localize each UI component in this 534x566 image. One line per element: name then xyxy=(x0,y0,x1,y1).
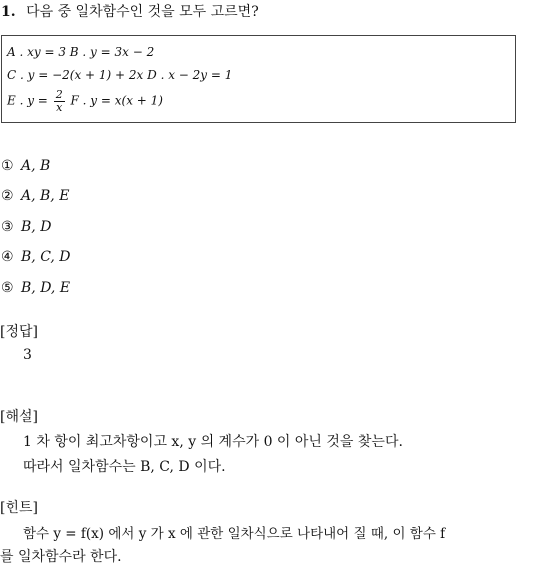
explanation-title: [해설] xyxy=(0,409,38,425)
question xyxy=(1,1,259,21)
answer-value: 3 xyxy=(23,347,32,363)
choice-5-text: B, D, E xyxy=(21,280,71,296)
choice-2-mark: ② xyxy=(1,188,14,204)
options-line-3: E . y = $\frac{2}{x}$ F . y = x(x + 1) xyxy=(7,88,163,114)
choice-4-mark: ④ xyxy=(1,249,14,265)
hint-title: [힌트] xyxy=(0,500,38,516)
choice-1[interactable] xyxy=(1,158,50,174)
choice-5[interactable] xyxy=(1,280,70,296)
choice-3-mark: ③ xyxy=(1,219,14,235)
question-number: 1. xyxy=(1,4,16,20)
choice-2-text: A, B, E xyxy=(21,188,70,204)
answer-title: [정답] xyxy=(0,324,38,340)
choice-1-mark: ① xyxy=(1,158,14,174)
fraction-numerator: 2 xyxy=(55,88,63,101)
fraction-denominator: x xyxy=(56,100,63,114)
choice-1-text: A, B xyxy=(21,158,51,174)
hint-line-2: 를 일차함수라 한다. xyxy=(0,549,122,565)
choice-3-text: B, D xyxy=(21,219,52,235)
choice-2[interactable] xyxy=(1,188,69,204)
choice-4-text: B, C, D xyxy=(21,249,71,265)
options-line-2: C . y = −2(x + 1) + 2x D . x − 2y = 1 xyxy=(7,68,233,82)
choice-3[interactable] xyxy=(1,219,51,235)
choice-5-mark: ⑤ xyxy=(1,280,14,296)
explanation-line-1: 1 차 항이 최고차항이고 x, y 의 계수가 0 이 아닌 것을 찾는다. xyxy=(23,434,403,450)
explanation-line-2: 따라서 일차함수는 B, C, D 이다. xyxy=(23,459,226,475)
question-text: 다음 중 일차함수인 것을 모두 고르면? xyxy=(26,4,259,20)
hint-line-1: 함수 y = f(x) 에서 y 가 x 에 관한 일차식으로 나타내어 질 때, 이 함수 f xyxy=(23,526,446,542)
options-box xyxy=(1,35,516,123)
fraction-2-over-x xyxy=(54,89,65,113)
options-line-1: A . xy = 3 B . y = 3x − 2 xyxy=(7,45,155,59)
choice-4[interactable] xyxy=(1,249,71,265)
